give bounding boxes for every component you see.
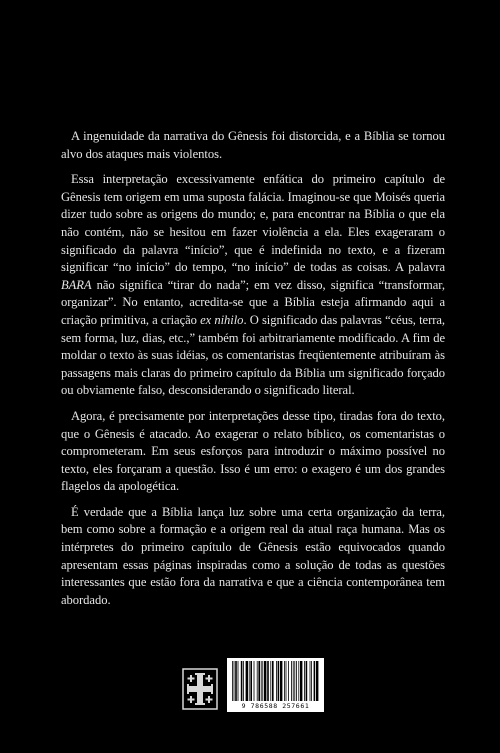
synopsis-text <box>61 128 445 617</box>
isbn-barcode <box>227 658 324 712</box>
paragraph-3: Agora, é precisamente por interpretações desse tipo, tiradas fora do texto, que o Gênesis é atacado. Ao exagerar o relato bíblico, os comentaristas o comprometeram. Em seus esforços para introduzir o máximo possível no texto, eles forçaram a questão. Isso é um erro: o exagero é um dos grandes flagelos da apologética. <box>61 408 445 494</box>
barcode-digits: 9 786588 257661 <box>241 702 310 710</box>
paragraph-1: A ingenuidade da narrativa do Gênesis foi distorcida, e a Bíblia se tornou alvo dos ataques mais violentos. <box>61 129 445 161</box>
paragraph-4: É verdade que a Bíblia lança luz sobre uma certa organização da terra, bem como sobre a formação e a origem real da atual raça humana. Mas os intérpretes do primeiro capítulo de Gênesis estão equivocados quando apresentam essas páginas inspiradas como a solução de todas as questões interessantes que estão fora da narrativa e que a ciência contemporânea tem abordado. <box>61 504 445 607</box>
paragraph-2: Essa interpretação excessivamente enfática do primeiro capítulo de Gênesis tem origem em uma suposta falácia. Imaginou-se que Moisés queria dizer tudo sobre as origens do mundo; e, para encontrar na Bíblia o que ela não contém, não se hesitou em fazer violência a ela. Eles exageraram o significado da palavra “início”, que é indefinida no texto, e a fizeram significar “no início” do tempo, “no início” de todas as coisas. A palavra BARA não significa “tirar do nada”; em vez disso, significa “transformar, organizar”. No entanto, acredita-se que a Bíblia esteja afirmando aqui a criação primitiva, a criação ex nihilo. O significado das palavras “céus, terra, sem forma, luz, dias, etc.,” também foi arbitrariamente modificado. A fim de moldar o texto às suas idéias, os comentaristas freqüentemente atribuíram às passagens mais claras do primeiro capítulo da Bíblia um significado forçado ou obviamente falso, desconsiderando o significado literal. <box>61 172 445 398</box>
jerusalem-cross-emblem-icon <box>182 668 218 710</box>
barcode-bars <box>231 661 320 701</box>
